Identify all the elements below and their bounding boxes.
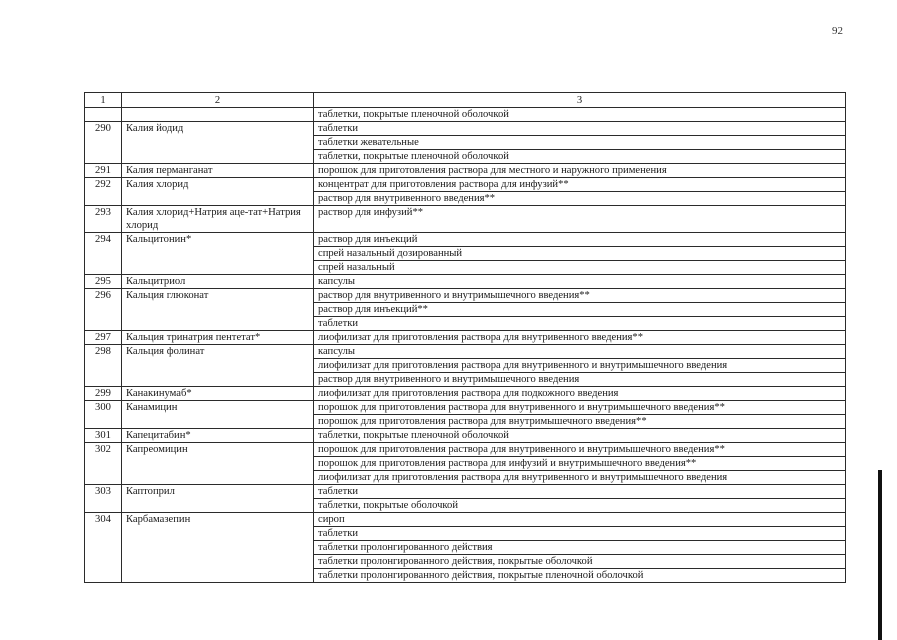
row-number-cell: 296 <box>85 289 122 331</box>
drug-name-cell: Каптоприл <box>122 485 314 513</box>
row-number-cell: 301 <box>85 429 122 443</box>
table-row-continued <box>85 108 846 122</box>
table-row <box>85 485 846 499</box>
dosage-form-cell: таблетки, покрытые пленочной оболочкой <box>314 429 846 443</box>
table-header-row <box>85 93 846 108</box>
dosage-form-cell: раствор для внутривенного введения** <box>314 192 846 206</box>
dosage-form-cell: раствор для инфузий** <box>314 206 846 233</box>
table-row <box>85 513 846 527</box>
dosage-form-cell: спрей назальный дозированный <box>314 247 846 261</box>
table-row <box>85 401 846 415</box>
drug-name-cell: Кальцитонин* <box>122 233 314 275</box>
dosage-form-cell: раствор для внутривенного и внутримышечного введения** <box>314 289 846 303</box>
drug-name-cell: Калия йодид <box>122 122 314 164</box>
dosage-form-cell: таблетки, покрытые пленочной оболочкой <box>314 150 846 164</box>
dosage-form-cell: концентрат для приготовления раствора для инфузий** <box>314 178 846 192</box>
table-row <box>85 275 846 289</box>
drug-name-cell <box>122 108 314 122</box>
table-row <box>85 164 846 178</box>
dosage-form-cell: раствор для инъекций <box>314 233 846 247</box>
dosage-form-cell: спрей назальный <box>314 261 846 275</box>
table-row <box>85 429 846 443</box>
row-number-cell: 292 <box>85 178 122 206</box>
row-number-cell: 295 <box>85 275 122 289</box>
column-header-form: 3 <box>314 93 846 108</box>
row-number-cell: 302 <box>85 443 122 485</box>
dosage-form-cell: таблетки <box>314 122 846 136</box>
dosage-form-cell: таблетки, покрытые пленочной оболочкой <box>314 108 846 122</box>
table-row <box>85 443 846 457</box>
row-number-cell: 294 <box>85 233 122 275</box>
drug-name-cell: Канамицин <box>122 401 314 429</box>
dosage-form-cell: лиофилизат для приготовления раствора для подкожного введения <box>314 387 846 401</box>
table-row <box>85 289 846 303</box>
drug-name-cell: Карбамазепин <box>122 513 314 583</box>
row-number-cell: 290 <box>85 122 122 164</box>
page-number: 92 <box>832 25 843 37</box>
table-row <box>85 345 846 359</box>
table-row <box>85 387 846 401</box>
drug-name-cell: Калия хлорид+Натрия аце-тат+Натрия хлорид <box>122 206 314 233</box>
dosage-form-cell: порошок для приготовления раствора для инфузий и внутримышечного введения** <box>314 457 846 471</box>
drug-name-cell: Кальцитриол <box>122 275 314 289</box>
table-row <box>85 122 846 136</box>
dosage-form-cell: таблетки пролонгированного действия, покрытые оболочкой <box>314 555 846 569</box>
dosage-form-cell: раствор для инъекций** <box>314 303 846 317</box>
table-row <box>85 331 846 345</box>
drug-name-cell: Кальция фолинат <box>122 345 314 387</box>
drug-name-cell: Калия перманганат <box>122 164 314 178</box>
dosage-form-cell: таблетки пролонгированного действия, покрытые пленочной оболочкой <box>314 569 846 583</box>
table-row <box>85 206 846 233</box>
drug-name-cell: Кальция тринатрия пентетат* <box>122 331 314 345</box>
dosage-form-cell: порошок для приготовления раствора для внутримышечного введения** <box>314 415 846 429</box>
table-row <box>85 178 846 192</box>
dosage-form-cell: таблетки <box>314 317 846 331</box>
row-number-cell: 304 <box>85 513 122 583</box>
row-number-cell: 298 <box>85 345 122 387</box>
dosage-form-cell: сироп <box>314 513 846 527</box>
dosage-form-cell: порошок для приготовления раствора для внутривенного и внутримышечного введения** <box>314 401 846 415</box>
row-number-cell: 303 <box>85 485 122 513</box>
dosage-form-cell: капсулы <box>314 275 846 289</box>
row-number-cell: 293 <box>85 206 122 233</box>
row-number-cell: 291 <box>85 164 122 178</box>
dosage-form-cell: таблетки <box>314 485 846 499</box>
drug-name-cell: Калия хлорид <box>122 178 314 206</box>
row-number-cell: 299 <box>85 387 122 401</box>
dosage-form-cell: лиофилизат для приготовления раствора для внутривенного и внутримышечного введения <box>314 359 846 373</box>
dosage-form-cell: порошок для приготовления раствора для местного и наружного применения <box>314 164 846 178</box>
drug-name-cell: Капреомицин <box>122 443 314 485</box>
dosage-form-cell: раствор для внутривенного и внутримышечного введения <box>314 373 846 387</box>
dosage-form-cell: лиофилизат для приготовления раствора для внутривенного и внутримышечного введения <box>314 471 846 485</box>
dosage-form-cell: таблетки <box>314 527 846 541</box>
dosage-form-cell: лиофилизат для приготовления раствора для внутривенного введения** <box>314 331 846 345</box>
drug-name-cell: Капецитабин* <box>122 429 314 443</box>
table-row <box>85 233 846 247</box>
row-number-cell: 297 <box>85 331 122 345</box>
dosage-form-cell: порошок для приготовления раствора для внутривенного и внутримышечного введения** <box>314 443 846 457</box>
column-header-number: 1 <box>85 93 122 108</box>
column-header-name: 2 <box>122 93 314 108</box>
dosage-form-cell: таблетки жевательные <box>314 136 846 150</box>
row-number-cell <box>85 108 122 122</box>
dosage-form-cell: таблетки, покрытые оболочкой <box>314 499 846 513</box>
drug-name-cell: Кальция глюконат <box>122 289 314 331</box>
drug-name-cell: Канакинумаб* <box>122 387 314 401</box>
scan-edge-mark <box>878 470 882 640</box>
dosage-form-cell: капсулы <box>314 345 846 359</box>
dosage-form-cell: таблетки пролонгированного действия <box>314 541 846 555</box>
drug-table <box>84 92 846 583</box>
row-number-cell: 300 <box>85 401 122 429</box>
